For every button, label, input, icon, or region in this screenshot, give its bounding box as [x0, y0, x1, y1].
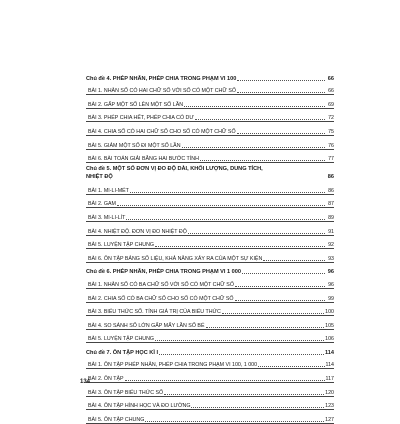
dot-leader [237, 79, 325, 81]
toc-section-4 [86, 69, 334, 163]
entry-page: 92 [328, 242, 334, 249]
toc-entry [86, 410, 334, 424]
dot-leader [191, 406, 324, 408]
entry-page: 99 [328, 295, 334, 302]
toc-entry [86, 369, 334, 383]
entry-label: BÀI 4. SO SÁNH SỐ LỚN GẤP MẤY LẦN SỐ BÉ [88, 322, 205, 329]
dot-leader [195, 118, 325, 120]
section-heading [86, 69, 334, 82]
entry-page: 86 [328, 187, 334, 194]
section-page: 66 [327, 75, 334, 82]
dot-leader [188, 232, 325, 234]
toc-entry [86, 136, 334, 150]
toc-entry [86, 222, 334, 236]
dot-leader [117, 204, 325, 206]
entry-page: 96 [328, 281, 334, 288]
lesson-list [86, 356, 334, 424]
entry-page: 114 [325, 362, 334, 369]
section-title: Chủ đề 6. PHÉP NHÂN, PHÉP CHIA TRONG PHẠM VI 1 000 [86, 269, 241, 276]
entry-page: 87 [328, 201, 334, 208]
entry-page: 100 [325, 309, 334, 316]
section-title-continued: NHIỆT ĐỘ [86, 174, 113, 181]
section-heading [86, 163, 334, 181]
toc-entry [86, 122, 334, 136]
entry-page: 77 [328, 156, 334, 163]
dot-leader [237, 91, 325, 93]
entry-label: BÀI 2. ÔN TẬP [88, 376, 124, 383]
dot-leader [159, 353, 324, 355]
entry-label: BÀI 3. ÔN TẬP BIỂU THỨC SỐ [88, 389, 164, 396]
dot-leader [200, 159, 325, 161]
entry-page: 75 [328, 128, 334, 135]
entry-label: BÀI 1. ÔN TẬP PHÉP NHÂN, PHÉP CHIA TRONG PHẠM VI 100, 1 000 [88, 362, 258, 369]
section-title: Chủ đề 5. MỘT SỐ ĐƠN VỊ ĐO ĐỘ DÀI, KHỐI LƯỢNG, DUNG TÍCH, [86, 166, 263, 173]
dot-leader [182, 146, 325, 148]
entry-label: BÀI 5. GIẢM MỘT SỐ ĐI MỘT SỐ LẦN [88, 142, 181, 149]
toc-entry [86, 249, 334, 263]
dot-leader [263, 259, 325, 261]
entry-page: 69 [328, 101, 334, 108]
entry-label: BÀI 2. GAM [88, 201, 116, 208]
toc-entry [86, 150, 334, 164]
toc-entry [86, 397, 334, 411]
toc-entry [86, 236, 334, 250]
entry-label: BÀI 6. BÀI TOÁN GIẢI BẰNG HAI BƯỚC TÍNH [88, 156, 199, 163]
entry-page: 106 [325, 336, 334, 343]
entry-label: BÀI 1. MI-LI-MÉT [88, 187, 129, 194]
toc-entry [86, 82, 334, 96]
lesson-list [86, 275, 334, 343]
toc-entry [86, 181, 334, 195]
entry-label: BÀI 1. NHÂN SỐ CÓ HAI CHỮ SỐ VỚI SỐ CÓ MỘT CHỮ SỐ [88, 88, 236, 95]
entry-page: 91 [328, 228, 334, 235]
toc-entry [86, 356, 334, 370]
entry-label: BÀI 3. PHÉP CHIA HẾT, PHÉP CHIA CÓ DƯ [88, 115, 194, 122]
table-of-contents [86, 69, 334, 424]
entry-label: BÀI 4. NHIỆT ĐỘ. ĐƠN VỊ ĐO NHIỆT ĐỘ [88, 228, 187, 235]
dot-leader [184, 105, 325, 107]
entry-label: BÀI 6. ÔN TẬP BẢNG SỐ LIỆU, KHẢ NĂNG XẢY RA CỦA MỘT SỰ KIỆN [88, 255, 263, 262]
entry-page: 72 [328, 115, 334, 122]
entry-label: BÀI 3. MI-LI-LÍT [88, 214, 126, 221]
dot-leader [126, 218, 325, 220]
section-heading [86, 263, 334, 276]
toc-entry [86, 275, 334, 289]
toc-section-6 [86, 263, 334, 344]
section-page: 114 [324, 349, 334, 356]
entry-label: BÀI 3. BIỂU THỨC SỐ. TÍNH GIÁ TRỊ CỦA BIỂU THỨC [88, 309, 221, 316]
dot-leader [125, 379, 325, 381]
entry-label: BÀI 5. ÔN TẬP CHUNG [88, 416, 145, 423]
entry-page: 127 [325, 416, 334, 423]
dot-leader [164, 393, 324, 395]
toc-entry [86, 109, 334, 123]
dot-leader [155, 245, 325, 247]
toc-section-5 [86, 163, 334, 263]
section-title: Chủ đề 7. ÔN TẬP HỌC KÌ I [86, 349, 159, 356]
toc-entry [86, 289, 334, 303]
dot-leader [235, 285, 325, 287]
toc-section-7 [86, 343, 334, 424]
entry-label: BÀI 2. GẤP MỘT SỐ LÊN MỘT SỐ LẦN [88, 101, 184, 108]
entry-label: BÀI 4. CHIA SỐ CÓ HAI CHỮ SỐ CHO SỐ CÓ MỘT CHỮ SỐ [88, 128, 236, 135]
entry-page: 120 [325, 389, 334, 396]
section-title-line-2 [86, 173, 334, 181]
section-page: 86 [327, 174, 334, 181]
dot-leader [206, 326, 325, 328]
entry-page: 117 [325, 376, 334, 383]
entry-label: BÀI 5. LUYỆN TẬP CHUNG [88, 336, 155, 343]
entry-label: BÀI 1. NHÂN SỐ CÓ BA CHỮ SỐ VỚI SỐ CÓ MỘT CHỮ SỐ [88, 281, 234, 288]
section-heading [86, 343, 334, 356]
page-number: 134 [80, 379, 91, 385]
lesson-list [86, 82, 334, 164]
section-title: Chủ đề 4. PHÉP NHÂN, PHÉP CHIA TRONG PHẠM VI 100 [86, 75, 237, 82]
dot-leader [258, 365, 324, 367]
dot-leader [235, 299, 325, 301]
dot-leader [130, 191, 325, 193]
entry-page: 93 [328, 255, 334, 262]
toc-entry [86, 208, 334, 222]
entry-label: BÀI 4. ÔN TẬP HÌNH HỌC VÀ ĐO LƯỜNG [88, 403, 191, 410]
dot-leader [155, 339, 324, 341]
entry-page: 66 [328, 88, 334, 95]
entry-label: BÀI 5. LUYỆN TẬP CHUNG [88, 242, 155, 249]
toc-entry [86, 383, 334, 397]
dot-leader [237, 132, 325, 134]
toc-entry [86, 303, 334, 317]
entry-label: BÀI 2. CHIA SỐ CÓ BA CHỮ SỐ CHO SỐ CÓ MỘT CHỮ SỐ [88, 295, 234, 302]
dot-leader [145, 420, 324, 422]
toc-entry [86, 95, 334, 109]
entry-page: 76 [328, 142, 334, 149]
toc-entry [86, 316, 334, 330]
toc-entry [86, 195, 334, 209]
dot-leader [242, 272, 325, 274]
dot-leader [222, 312, 324, 314]
entry-page: 105 [325, 322, 334, 329]
toc-entry [86, 330, 334, 344]
entry-page: 89 [328, 214, 334, 221]
section-page: 96 [327, 269, 334, 276]
entry-page: 123 [325, 403, 334, 410]
lesson-list [86, 181, 334, 263]
